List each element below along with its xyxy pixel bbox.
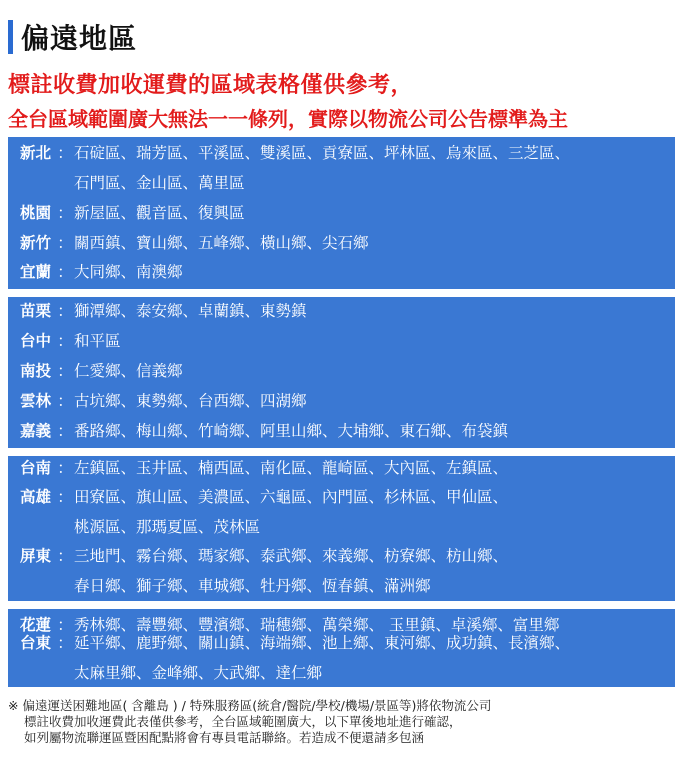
region-row (20, 330, 121, 352)
region-colon: ： (57, 144, 73, 162)
region-areas: 秀林鄉、壽豐鄉、豐濱鄉、瑞穗鄉、萬榮鄉、 玉里鎮、卓溪鄉、富里鄉 (74, 616, 560, 634)
region-colon: ： (57, 616, 73, 634)
region-colon: ： (57, 204, 73, 222)
region-areas: 三地門、霧台鄉、瑪家鄉、泰武鄉、來義鄉、枋寮鄉、枋山鄉、 (74, 547, 509, 565)
region-colon: ： (57, 392, 73, 410)
region-group-east (8, 609, 675, 687)
region-name: 雲林 (20, 392, 52, 410)
region-name: 南投 (20, 362, 52, 380)
footnote-line-3: 如列屬物流聯運區暨困配點將會有專員電話聯絡。若造成不便還請多包涵 (24, 730, 425, 745)
region-name: 嘉義 (20, 422, 52, 440)
region-row (20, 232, 369, 254)
region-areas: 新屋區、觀音區、復興區 (74, 204, 245, 222)
region-areas-continued: 春日鄉、獅子鄉、車城鄉、牡丹鄉、恆春鎮、滿洲鄉 (74, 577, 431, 595)
region-row (20, 457, 508, 479)
region-row (20, 360, 183, 382)
region-name: 屏東 (20, 547, 52, 565)
region-colon: ： (57, 459, 73, 477)
region-name: 新北 (20, 144, 52, 162)
region-name: 台中 (20, 332, 52, 350)
region-areas-continued: 桃源區、那瑪夏區、茂林區 (74, 518, 261, 536)
region-row (20, 390, 307, 412)
notice-line-2: 全台區域範圍廣大無法一一條列，實際以物流公司公告標準為主 (8, 107, 568, 131)
region-name: 高雄 (20, 488, 52, 506)
region-areas: 和平區 (74, 332, 121, 350)
region-name: 桃園 (20, 204, 52, 222)
footnote-line-2: 標註收費加收運費此表僅供參考，全台區域範圍廣大，以下單後地址進行確認， (24, 714, 462, 729)
region-colon: ： (57, 634, 73, 652)
footnote-line-1: ※ 偏遠運送困難地區( 含離島 ) / 特殊服務區(統倉/醫院/學校/機場/景區等)將依物流公司 (8, 698, 492, 713)
region-colon: ： (57, 488, 73, 506)
region-name: 台東 (20, 634, 52, 652)
section-title (8, 18, 137, 56)
region-colon: ： (57, 422, 73, 440)
region-group-south (8, 456, 675, 601)
region-areas-continued: 太麻里鄉、金峰鄉、大武鄉、達仁鄉 (74, 664, 323, 682)
region-areas: 石碇區、瑞芳區、平溪區、雙溪區、貢寮區、坪林區、烏來區、三芝區、 (74, 144, 571, 162)
region-areas: 關西鎮、寶山鄉、五峰鄉、橫山鄉、尖石鄉 (74, 234, 369, 252)
region-row (20, 545, 508, 567)
region-row (20, 142, 570, 164)
region-name: 宜蘭 (20, 263, 52, 281)
region-colon: ： (57, 263, 73, 281)
page-title: 偏遠地區 (21, 22, 138, 55)
region-row (20, 420, 508, 442)
region-areas: 大同鄉、南澳鄉 (74, 263, 183, 281)
region-row (20, 634, 570, 652)
region-areas: 延平鄉、鹿野鄉、關山鎮、海端鄉、池上鄉、東河鄉、成功鎮、長濱鄉、 (74, 634, 571, 652)
region-areas: 獅潭鄉、泰安鄉、卓蘭鎮、東勢鎮 (74, 302, 307, 320)
region-colon: ： (57, 362, 73, 380)
region-name: 新竹 (20, 234, 52, 252)
region-name: 台南 (20, 459, 52, 477)
region-row (20, 300, 307, 322)
region-areas: 仁愛鄉、信義鄉 (74, 362, 183, 380)
region-name: 花蓮 (20, 616, 52, 634)
region-areas: 古坑鄉、東勢鄉、台西鄉、四湖鄉 (74, 392, 307, 410)
region-colon: ： (57, 234, 73, 252)
region-areas: 田寮區、旗山區、美濃區、六龜區、內門區、杉林區、甲仙區、 (74, 488, 509, 506)
region-areas-continued: 石門區、金山區、萬里區 (74, 174, 245, 192)
region-areas: 番路鄉、梅山鄉、竹崎鄉、阿里山鄉、大埔鄉、東石鄉、布袋鎮 (74, 422, 509, 440)
region-row (20, 616, 559, 634)
region-group-central (8, 297, 675, 448)
region-row (20, 261, 183, 283)
footnote (8, 698, 491, 746)
region-colon: ： (57, 547, 73, 565)
region-row (20, 486, 508, 508)
region-colon: ： (57, 332, 73, 350)
notice-line-1: 標註收費加收運費的區域表格僅供參考， (8, 73, 414, 98)
region-name: 苗栗 (20, 302, 52, 320)
region-colon: ： (57, 302, 73, 320)
region-group-north (8, 137, 675, 289)
title-accent-bar (8, 20, 13, 54)
region-row (20, 202, 245, 224)
region-areas: 左鎮區、玉井區、楠西區、南化區、龍崎區、大內區、左鎮區、 (74, 459, 509, 477)
